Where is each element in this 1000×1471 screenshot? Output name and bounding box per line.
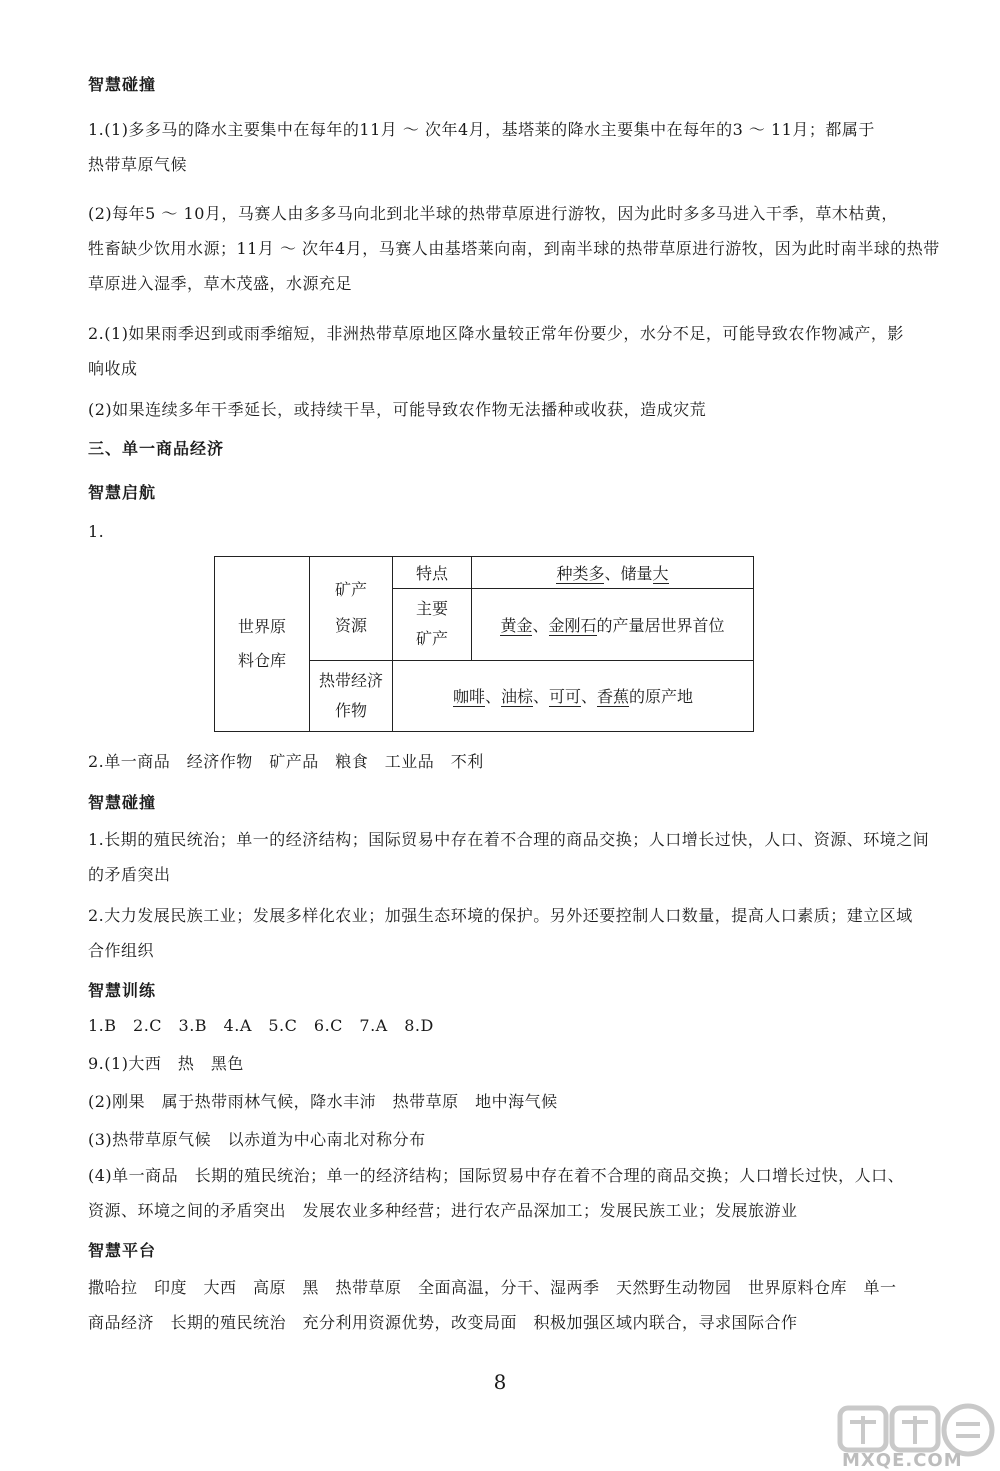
paragraph [88,898,948,968]
paragraph: 1. [88,522,105,541]
page-number: 8 [493,1370,507,1394]
table-feature-cell: 特点 [393,557,472,589]
part-title: 三、单一商品经济 [88,439,225,458]
table-root-cell: 世界原料仓库 [215,557,310,732]
text-line: 1.长期的殖民统治；单一的经济结构；国际贸易中存在着不合理的商品交换；人口增长过快，人口、资源、环境之间 [88,830,930,849]
text-line: 响收成 [88,359,138,378]
text-line: (2)每年5 ～ 10月，马赛人由多多马向北到北半球的热带草原进行游牧，因为此时多多马进入干季，草木枯黄， [88,204,898,223]
text-line: 2.(1)如果雨季迟到或雨季缩短，非洲热带草原地区降水量较正常年份要少，水分不足，可能导致农作物减产，影 [88,324,904,343]
section-heading-2: 智慧启航 [88,483,157,502]
text-line: 牲畜缺少饮用水源；11月 ～ 次年4月，马赛人由基塔莱向南，到南半球的热带草原进行游牧，因为此时南半球的热带 [88,239,940,258]
text-line: 2.大力发展民族工业；发展多样化农业；加强生态环境的保护。另外还要控制人口数量，提高人口素质；建立区域 [88,906,913,925]
table-crops-cell: 热带经济作物 [310,660,393,731]
paragraph [88,196,948,301]
paragraph: 1.B 2.C 3.B 4.A 5.C 6.C 7.A 8.D [88,1016,434,1035]
resource-table [214,556,754,732]
text-line: 商品经济 长期的殖民统治 充分利用资源优势，改变局面 积极加强区域内联合，寻求国际合作 [88,1313,798,1332]
table-mineral-cell: 矿产资源 [310,557,393,661]
text-line: 1.(1)多多马的降水主要集中在每年的11月 ～ 次年4月，基塔莱的降水主要集中在每年的3 ～ 11月；都属于 [88,120,875,139]
section-heading-5: 智慧平台 [88,1241,157,1260]
paragraph [88,316,948,386]
paragraph [88,1158,948,1228]
text-line: (4)单一商品 长期的殖民统治；单一的经济结构；国际贸易中存在着不合理的商品交换；人口增长过快，人口、 [88,1166,905,1185]
text-line: 热带草原气候 [88,155,188,174]
paragraph [88,822,948,892]
paragraph: 2.单一商品 经济作物 矿产品 粮食 工业品 不利 [88,752,484,771]
table-main-mineral-value: 黄金、金刚石的产量居世界首位 [472,589,754,660]
text-line: 撒哈拉 印度 大西 高原 黑 热带草原 全面高温，分干、湿两季 天然野生动物园 世界原料仓库 单一 [88,1278,897,1297]
text-line: 资源、环境之间的矛盾突出 发展农业多种经营；进行农产品深加工；发展民族工业；发展旅游业 [88,1201,798,1220]
text-line: 的矛盾突出 [88,865,171,884]
section-heading-4: 智慧训练 [88,981,157,1000]
paragraph [88,1270,948,1340]
text-line: 草原进入湿季，草木茂盛，水源充足 [88,274,353,293]
paragraph: (2)如果连续多年干季延长，或持续干旱，可能导致农作物无法播种或收获，造成灾荒 [88,400,707,419]
watermark-text: MXQE.COM [842,1450,963,1471]
paragraph [88,112,948,182]
paragraph: (3)热带草原气候 以赤道为中心南北对称分布 [88,1130,426,1149]
section-heading-3: 智慧碰撞 [88,793,157,812]
table-feature-value: 种类多、储量大 [472,557,754,589]
table-crops-value: 咖啡、油棕、可可、香蕉的原产地 [393,660,754,731]
section-heading-1: 智慧碰撞 [88,75,157,94]
table-main-mineral-cell: 主要矿产 [393,589,472,660]
paragraph: (2)刚果 属于热带雨林气候，降水丰沛 热带草原 地中海气候 [88,1092,558,1111]
paragraph: 9.(1)大西 热 黑色 [88,1054,244,1073]
text-line: 合作组织 [88,941,155,960]
